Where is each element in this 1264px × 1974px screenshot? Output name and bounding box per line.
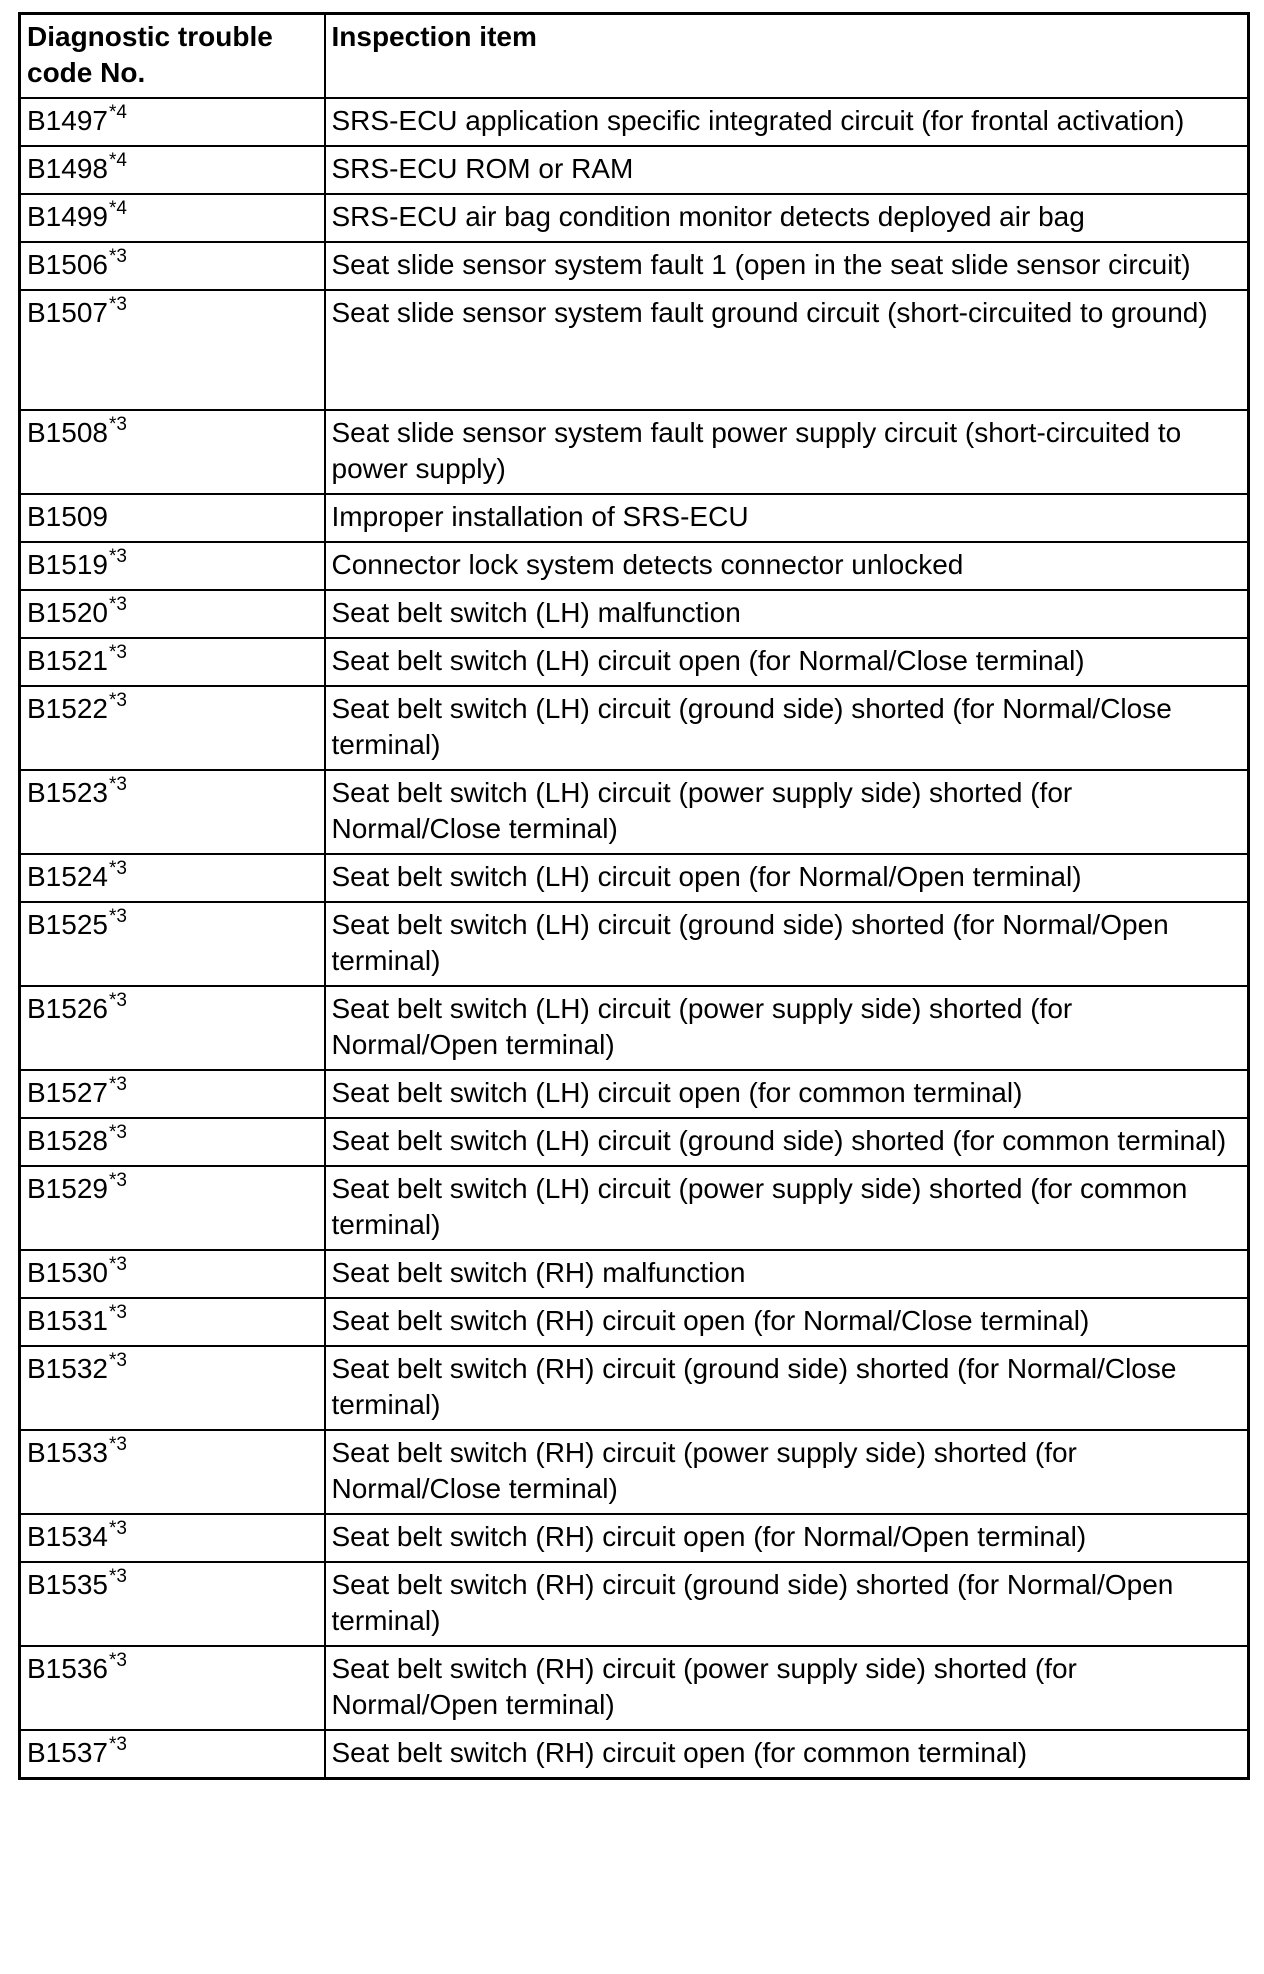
footnote-marker: *3 bbox=[108, 1649, 127, 1671]
footnote-marker: *3 bbox=[108, 413, 127, 435]
footnote-marker: *3 bbox=[108, 1565, 127, 1587]
header-code: Diagnostic trouble code No. bbox=[20, 14, 325, 99]
table-row bbox=[20, 986, 1249, 1070]
inspection-item-cell: Seat belt switch (LH) circuit (power supply side) shorted (for common terminal) bbox=[325, 1166, 1249, 1250]
dtc-code: B1531 bbox=[27, 1305, 108, 1336]
dtc-code: B1536 bbox=[27, 1653, 108, 1684]
table-row bbox=[20, 290, 1249, 410]
table-row bbox=[20, 902, 1249, 986]
footnote-marker: *3 bbox=[108, 1169, 127, 1191]
table-row bbox=[20, 1118, 1249, 1166]
dtc-code-cell bbox=[20, 1298, 325, 1346]
dtc-code: B1508 bbox=[27, 417, 108, 448]
dtc-code-cell bbox=[20, 686, 325, 770]
table-row bbox=[20, 1562, 1249, 1646]
footnote-marker: *3 bbox=[108, 641, 127, 663]
table-row bbox=[20, 242, 1249, 290]
inspection-item-cell: SRS-ECU application specific integrated circuit (for frontal activation) bbox=[325, 98, 1249, 146]
inspection-item-cell: SRS-ECU ROM or RAM bbox=[325, 146, 1249, 194]
dtc-code: B1498 bbox=[27, 153, 108, 184]
dtc-code: B1529 bbox=[27, 1173, 108, 1204]
inspection-item-cell: Seat belt switch (RH) circuit (power supply side) shorted (for Normal/Open terminal) bbox=[325, 1646, 1249, 1730]
inspection-item-cell: Seat belt switch (RH) malfunction bbox=[325, 1250, 1249, 1298]
table-row bbox=[20, 1070, 1249, 1118]
dtc-code-cell bbox=[20, 1514, 325, 1562]
dtc-code: B1522 bbox=[27, 693, 108, 724]
header-inspection-item: Inspection item bbox=[325, 14, 1249, 99]
inspection-item-cell: Seat belt switch (RH) circuit open (for Normal/Open terminal) bbox=[325, 1514, 1249, 1562]
inspection-item-cell: Seat belt switch (LH) circuit open (for Normal/Close terminal) bbox=[325, 638, 1249, 686]
dtc-code: B1523 bbox=[27, 777, 108, 808]
dtc-code-cell bbox=[20, 902, 325, 986]
dtc-code: B1530 bbox=[27, 1257, 108, 1288]
dtc-code-cell bbox=[20, 146, 325, 194]
dtc-code: B1532 bbox=[27, 1353, 108, 1384]
dtc-code-cell bbox=[20, 770, 325, 854]
dtc-code: B1528 bbox=[27, 1125, 108, 1156]
dtc-code-cell bbox=[20, 1250, 325, 1298]
inspection-item-cell: Seat belt switch (LH) circuit open (for common terminal) bbox=[325, 1070, 1249, 1118]
inspection-item-cell: Seat belt switch (LH) circuit (ground side) shorted (for common terminal) bbox=[325, 1118, 1249, 1166]
inspection-item-cell: Seat belt switch (RH) circuit (ground side) shorted (for Normal/Open terminal) bbox=[325, 1562, 1249, 1646]
inspection-item-cell: Seat belt switch (LH) circuit (power supply side) shorted (for Normal/Open terminal) bbox=[325, 986, 1249, 1070]
footnote-marker: *3 bbox=[108, 293, 127, 315]
table-row bbox=[20, 542, 1249, 590]
dtc-table bbox=[18, 12, 1250, 1780]
footnote-marker: *3 bbox=[108, 1349, 127, 1371]
inspection-item-cell: Connector lock system detects connector unlocked bbox=[325, 542, 1249, 590]
table-row bbox=[20, 194, 1249, 242]
table-body bbox=[20, 98, 1249, 1779]
footnote-marker: *3 bbox=[108, 857, 127, 879]
dtc-code-cell bbox=[20, 410, 325, 494]
dtc-code: B1534 bbox=[27, 1521, 108, 1552]
dtc-code-cell bbox=[20, 590, 325, 638]
dtc-code-cell bbox=[20, 1070, 325, 1118]
table-row bbox=[20, 146, 1249, 194]
dtc-code: B1521 bbox=[27, 645, 108, 676]
inspection-item-cell: Seat belt switch (LH) malfunction bbox=[325, 590, 1249, 638]
inspection-item-cell: Seat belt switch (RH) circuit open (for Normal/Close terminal) bbox=[325, 1298, 1249, 1346]
table-row bbox=[20, 770, 1249, 854]
dtc-code-cell bbox=[20, 986, 325, 1070]
dtc-code-cell bbox=[20, 494, 325, 542]
dtc-code: B1527 bbox=[27, 1077, 108, 1108]
inspection-item-cell: Seat slide sensor system fault 1 (open in the seat slide sensor circuit) bbox=[325, 242, 1249, 290]
footnote-marker: *3 bbox=[108, 1301, 127, 1323]
table-row bbox=[20, 1250, 1249, 1298]
footnote-marker: *3 bbox=[108, 1073, 127, 1095]
footnote-marker: *3 bbox=[108, 1253, 127, 1275]
inspection-item-cell: Seat belt switch (RH) circuit open (for common terminal) bbox=[325, 1730, 1249, 1779]
dtc-code: B1519 bbox=[27, 549, 108, 580]
dtc-code-cell bbox=[20, 242, 325, 290]
dtc-code: B1509 bbox=[27, 501, 108, 532]
dtc-code: B1507 bbox=[27, 297, 108, 328]
dtc-code-cell bbox=[20, 542, 325, 590]
footnote-marker: *4 bbox=[108, 101, 127, 123]
table-row bbox=[20, 98, 1249, 146]
footnote-marker: *4 bbox=[108, 149, 127, 171]
dtc-code: B1533 bbox=[27, 1437, 108, 1468]
dtc-code-cell bbox=[20, 290, 325, 410]
dtc-code-cell bbox=[20, 1118, 325, 1166]
footnote-marker: *3 bbox=[108, 989, 127, 1011]
table-row bbox=[20, 1166, 1249, 1250]
dtc-code: B1524 bbox=[27, 861, 108, 892]
inspection-item-cell: Seat belt switch (LH) circuit open (for Normal/Open terminal) bbox=[325, 854, 1249, 902]
inspection-item-cell: Improper installation of SRS-ECU bbox=[325, 494, 1249, 542]
inspection-item-cell: Seat belt switch (RH) circuit (ground side) shorted (for Normal/Close terminal) bbox=[325, 1346, 1249, 1430]
dtc-code: B1525 bbox=[27, 909, 108, 940]
footnote-marker: *3 bbox=[108, 905, 127, 927]
inspection-item-cell: SRS-ECU air bag condition monitor detects deployed air bag bbox=[325, 194, 1249, 242]
footnote-marker: *3 bbox=[108, 593, 127, 615]
dtc-code-cell bbox=[20, 638, 325, 686]
dtc-code-cell bbox=[20, 1646, 325, 1730]
table-row bbox=[20, 1730, 1249, 1779]
dtc-code: B1497 bbox=[27, 105, 108, 136]
table-row bbox=[20, 410, 1249, 494]
dtc-code-cell bbox=[20, 1730, 325, 1779]
footnote-marker: *3 bbox=[108, 773, 127, 795]
table-row bbox=[20, 1430, 1249, 1514]
footnote-marker: *3 bbox=[108, 1433, 127, 1455]
footnote-marker: *3 bbox=[108, 545, 127, 567]
dtc-code: B1537 bbox=[27, 1737, 108, 1768]
inspection-item-cell: Seat belt switch (LH) circuit (power supply side) shorted (for Normal/Close terminal) bbox=[325, 770, 1249, 854]
table-header-row bbox=[20, 14, 1249, 99]
table-row bbox=[20, 638, 1249, 686]
table-row bbox=[20, 686, 1249, 770]
dtc-code-cell bbox=[20, 194, 325, 242]
footnote-marker: *3 bbox=[108, 1517, 127, 1539]
dtc-code: B1520 bbox=[27, 597, 108, 628]
dtc-code: B1535 bbox=[27, 1569, 108, 1600]
table-row bbox=[20, 494, 1249, 542]
inspection-item-cell: Seat belt switch (LH) circuit (ground side) shorted (for Normal/Close terminal) bbox=[325, 686, 1249, 770]
inspection-item-cell: Seat slide sensor system fault power supply circuit (short-circuited to power supply) bbox=[325, 410, 1249, 494]
table-row bbox=[20, 590, 1249, 638]
dtc-code-cell bbox=[20, 1430, 325, 1514]
dtc-code-cell bbox=[20, 854, 325, 902]
dtc-code: B1526 bbox=[27, 993, 108, 1024]
dtc-code-cell bbox=[20, 98, 325, 146]
inspection-item-cell: Seat slide sensor system fault ground circuit (short-circuited to ground) bbox=[325, 290, 1249, 410]
dtc-code: B1506 bbox=[27, 249, 108, 280]
table-row bbox=[20, 1646, 1249, 1730]
dtc-code-cell bbox=[20, 1562, 325, 1646]
footnote-marker: *3 bbox=[108, 1733, 127, 1755]
footnote-marker: *3 bbox=[108, 1121, 127, 1143]
footnote-marker: *3 bbox=[108, 245, 127, 267]
dtc-code: B1499 bbox=[27, 201, 108, 232]
inspection-item-cell: Seat belt switch (RH) circuit (power supply side) shorted (for Normal/Close terminal) bbox=[325, 1430, 1249, 1514]
dtc-code-cell bbox=[20, 1166, 325, 1250]
footnote-marker: *4 bbox=[108, 197, 127, 219]
table-row bbox=[20, 1298, 1249, 1346]
footnote-marker: *3 bbox=[108, 689, 127, 711]
dtc-code-cell bbox=[20, 1346, 325, 1430]
table-row bbox=[20, 854, 1249, 902]
table-row bbox=[20, 1514, 1249, 1562]
inspection-item-cell: Seat belt switch (LH) circuit (ground side) shorted (for Normal/Open terminal) bbox=[325, 902, 1249, 986]
table-row bbox=[20, 1346, 1249, 1430]
